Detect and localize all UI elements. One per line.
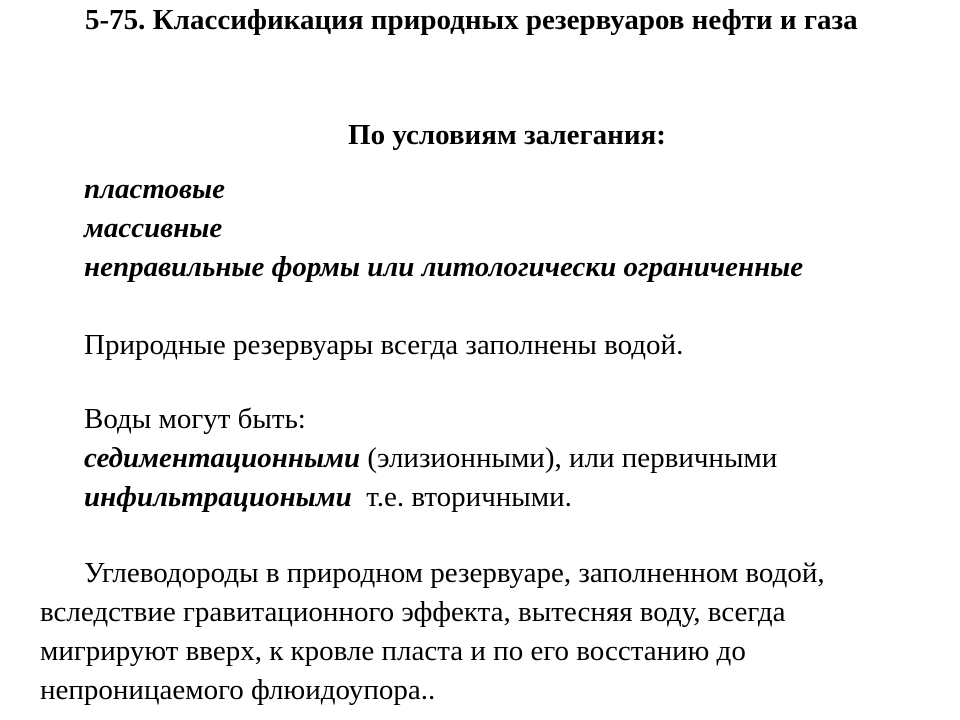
final-paragraph: Углеводороды в природном резервуаре, заполненном водой, вследствие гравитационного эффекта, вытесняя воду, всегда мигрируют вверх, к кровле пласта и по его восстанию до непроницаемого флюидоупора.. (40, 557, 825, 706)
slide-title: 5-75. Классификация природных резервуаров нефти и газа (85, 4, 858, 36)
infiltration-description: т.е. вторичными. (351, 481, 572, 513)
sedimentary-term: седиментационными (84, 442, 361, 474)
infiltration-term: инфильтрациоными (84, 481, 352, 513)
list-item: неправильные формы или литологически ограниченные (84, 251, 804, 283)
subtitle: По условиям залегания: (348, 119, 666, 151)
list-item: пластовые (84, 173, 226, 205)
waters-intro: Воды могут быть: (84, 403, 306, 435)
list-item: массивные (84, 212, 223, 244)
filled-statement: Природные резервуары всегда заполнены водой. (84, 329, 684, 361)
sedimentary-line (84, 439, 777, 478)
sedimentary-description: (элизионными), или первичными (360, 442, 778, 474)
reservoir-types-list (84, 170, 803, 287)
infiltration-line (84, 478, 572, 517)
